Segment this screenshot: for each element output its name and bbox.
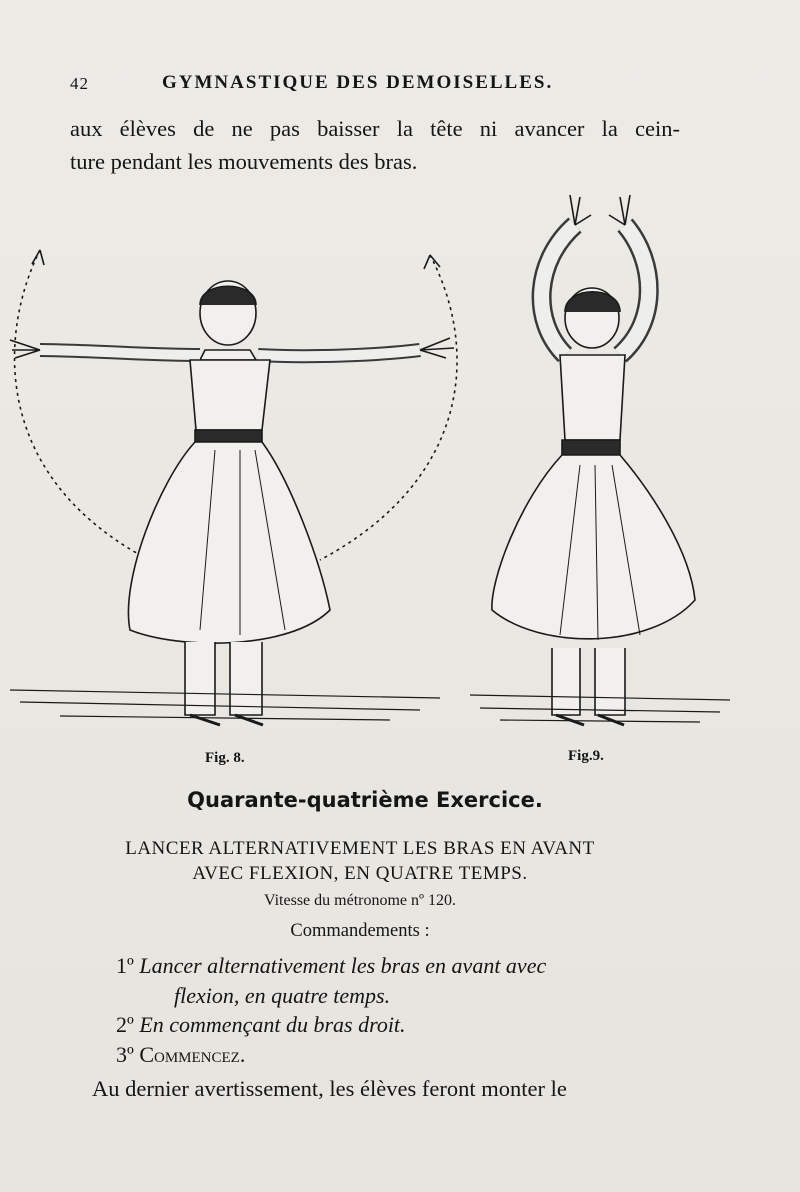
page-header: [70, 72, 690, 98]
fig8-caption: Fig. 8.: [205, 750, 245, 766]
gymnast-illustration: [0, 180, 800, 780]
motion-arc: [15, 250, 140, 555]
intro-line-2: ture pendant les mouvements des bras.: [70, 149, 418, 174]
closing-line: Au dernier avertissement, les élèves feront monter le: [92, 1076, 567, 1101]
command-2-text: En commençant du bras droit.: [139, 1012, 406, 1037]
metronome-speed: Vitesse du métronome nº 120.: [264, 892, 456, 909]
command-3-number: 3º: [116, 1042, 134, 1067]
exercise-subtitle: [60, 836, 660, 886]
illustration: [0, 180, 800, 780]
command-3: [116, 1042, 245, 1068]
command-2: [116, 1012, 406, 1038]
command-1-cont-text: flexion, en quatre temps.: [174, 983, 391, 1008]
intro-paragraph: [70, 112, 680, 178]
fig9-caption: Fig.9.: [568, 748, 604, 764]
intro-line-1: aux élèves de ne pas baisser la tête ni avancer la cein-: [70, 116, 680, 141]
command-1-number: 1º: [116, 953, 134, 978]
command-1-continued: [174, 983, 390, 1009]
command-1-text: Lancer alternativement les bras en avant avec: [139, 953, 547, 978]
command-3-text: Commencez.: [139, 1042, 246, 1067]
exercise-title: Quarante-quatrième Exercice.: [187, 788, 543, 812]
command-1: [116, 953, 546, 979]
subtitle-line-2: AVEC FLEXION, EN QUATRE TEMPS.: [192, 863, 528, 884]
running-title: GYMNASTIQUE DES DEMOISELLES.: [162, 72, 554, 93]
command-2-number: 2º: [116, 1012, 134, 1037]
commands-heading: Commandements :: [290, 921, 430, 941]
page-number: 42: [70, 74, 89, 93]
subtitle-line-1: LANCER ALTERNATIVEMENT LES BRAS EN AVANT: [125, 838, 595, 859]
